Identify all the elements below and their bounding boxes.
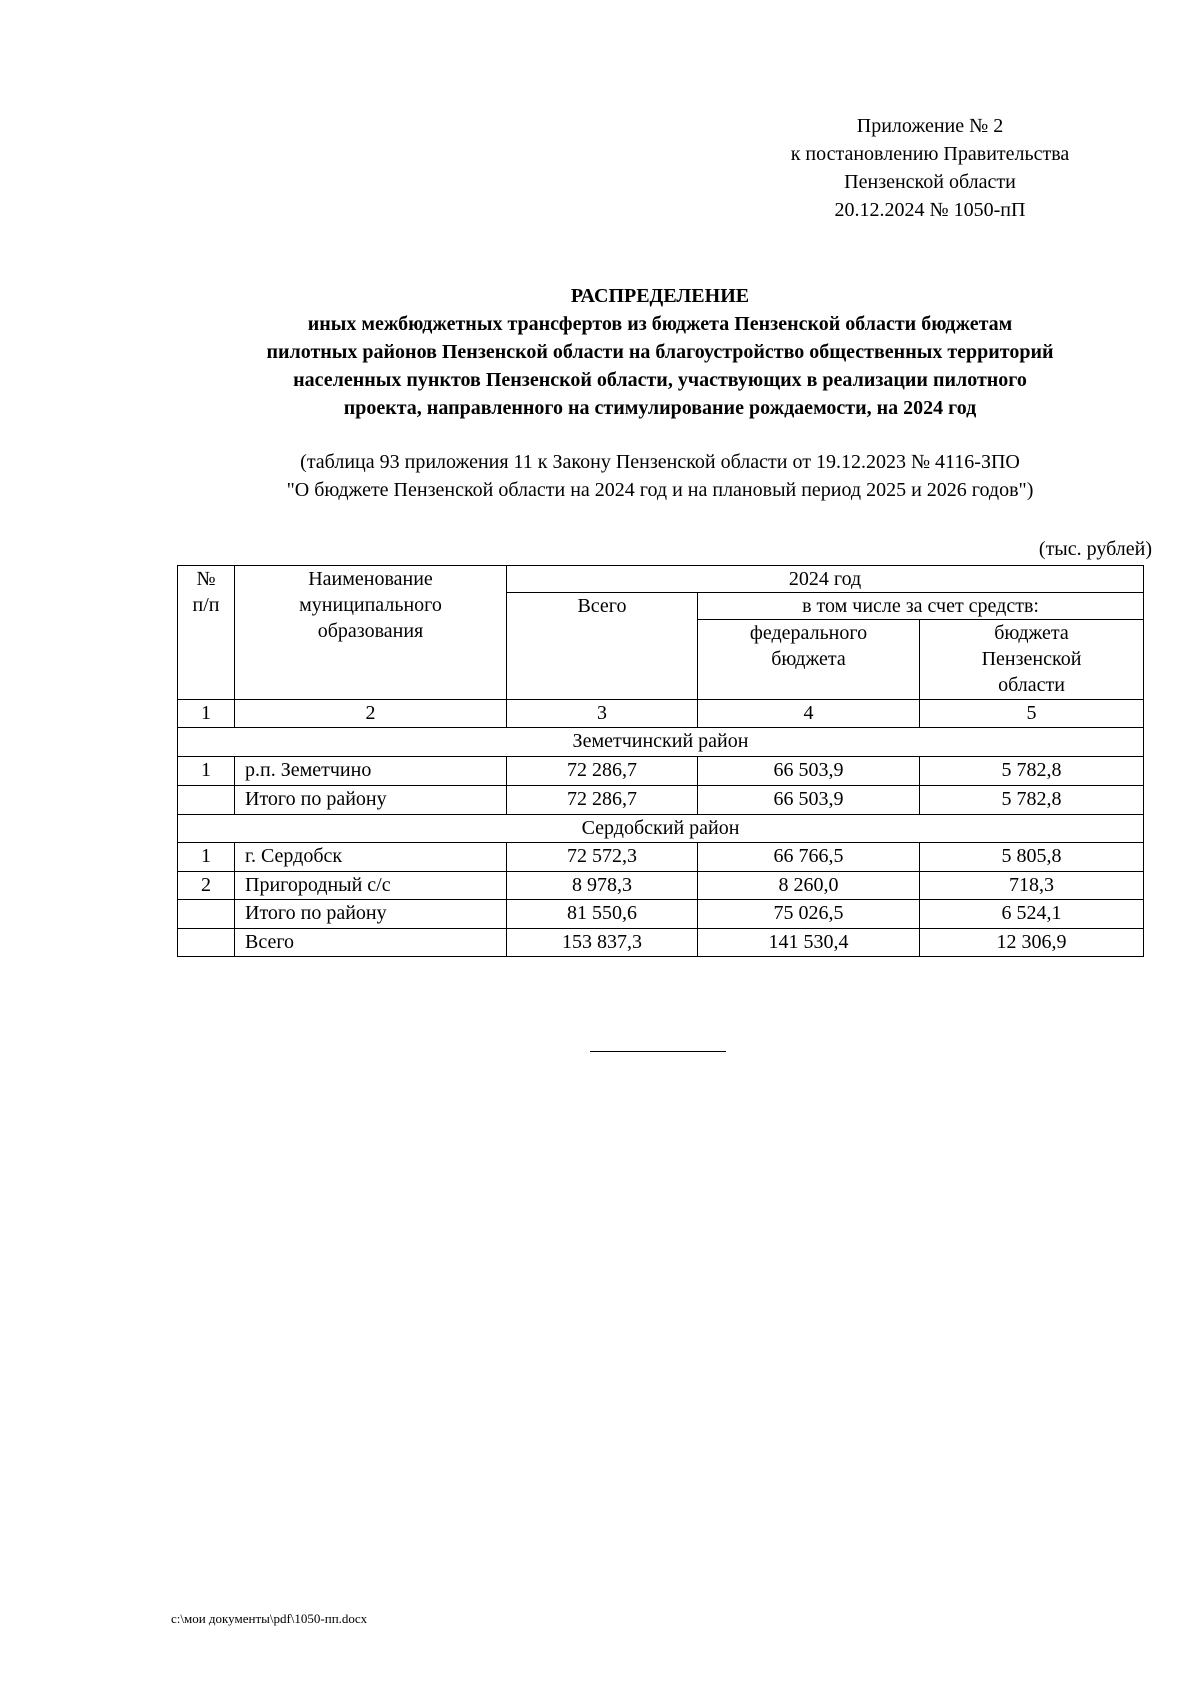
row-num: 1 [178,843,235,872]
row-regional: 718,3 [920,872,1144,900]
header-num-line2: п/п [192,594,220,616]
district-name: Сердобский район [178,815,1144,843]
appendix-date-number: 20.12.2024 № 1050-пП [834,199,1026,221]
appendix-resolution-ref: к постановлению Правительства [790,143,1070,165]
title-line: иных межбюджетных трансфертов из бюджета Пензенской области бюджетам [307,313,1013,335]
row-total: 8 978,3 [507,872,698,900]
col-number: 1 [178,700,235,728]
header-name-line2: муниципального [299,594,442,616]
col-number: 4 [698,700,920,728]
header-regional-line3: области [998,674,1065,696]
table-row [178,872,1144,900]
table-row [178,786,1144,815]
header-regional [920,620,1144,700]
col-number: 2 [235,700,507,728]
row-total: 72 286,7 [507,786,698,815]
header-federal-line1: федерального [749,622,868,644]
row-name: р.п. Земетчино [235,757,507,786]
document-title [160,282,1160,422]
header-year: 2024 год [507,566,1144,593]
row-num [178,929,235,957]
row-total: 72 572,3 [507,843,698,872]
col-number: 3 [507,700,698,728]
header-name-line1: Наименование [308,568,433,590]
source-reference [160,448,1160,504]
row-total: 72 286,7 [507,757,698,786]
header-num [178,566,235,700]
appendix-number: Приложение № 2 [856,115,1004,137]
header-federal-line2: бюджета [771,648,846,670]
row-name: Итого по району [235,900,507,929]
row-num [178,900,235,929]
header-name-line3: образования [317,620,424,642]
table-row [178,900,1144,929]
row-federal: 66 503,9 [698,757,920,786]
row-regional: 6 524,1 [920,900,1144,929]
row-name: Пригородный с/с [235,872,507,900]
source-line: "О бюджете Пензенской области на 2024 год и на плановый период 2025 и 2026 годов") [286,479,1034,501]
column-number-row [178,700,1144,728]
closing-separator-line [590,1051,726,1052]
appendix-block [760,112,1100,224]
file-path-footer: c:\мои документы\pdf\1050-пп.docx [171,1611,368,1626]
row-federal: 66 766,5 [698,843,920,872]
title-line: пилотных районов Пензенской области на благоустройство общественных территорий [266,341,1054,363]
district-name: Земетчинский район [178,728,1144,757]
table-row [178,757,1144,786]
row-name: г. Сердобск [235,843,507,872]
grand-total-row [178,929,1144,957]
header-name [235,566,507,700]
row-num: 1 [178,757,235,786]
header-num-line1: № [196,568,216,590]
row-regional: 5 782,8 [920,757,1144,786]
row-federal: 141 530,4 [698,929,920,957]
title-line: населенных пунктов Пензенской области, участвующих в реализации пилотного [293,369,1027,391]
units-label: (тыс. рублей) [1038,538,1152,560]
row-federal: 8 260,0 [698,872,920,900]
row-total: 81 550,6 [507,900,698,929]
table-row [178,843,1144,872]
district-header-row [178,728,1144,757]
header-including: в том числе за счет средств: [698,593,1144,620]
row-name: Итого по району [235,786,507,815]
row-federal: 66 503,9 [698,786,920,815]
col-number: 5 [920,700,1144,728]
appendix-region: Пензенской области [844,171,1016,193]
header-regional-line1: бюджета [994,622,1069,644]
header-total: Всего [507,593,698,700]
title-heading: РАСПРЕДЕЛЕНИЕ [570,285,750,307]
row-regional: 12 306,9 [920,929,1144,957]
source-line: (таблица 93 приложения 11 к Закону Пензенской области от 19.12.2023 № 4116-ЗПО [300,451,1020,473]
table-header-row [178,566,1144,593]
header-regional-line2: Пензенской [981,648,1082,670]
district-header-row [178,815,1144,843]
row-regional: 5 782,8 [920,786,1144,815]
row-total: 153 837,3 [507,929,698,957]
distribution-table [177,565,1144,957]
row-federal: 75 026,5 [698,900,920,929]
row-name: Всего [235,929,507,957]
row-num [178,786,235,815]
title-line: проекта, направленного на стимулирование рождаемости, на 2024 год [343,397,977,419]
row-regional: 5 805,8 [920,843,1144,872]
row-num: 2 [178,872,235,900]
header-federal [698,620,920,700]
